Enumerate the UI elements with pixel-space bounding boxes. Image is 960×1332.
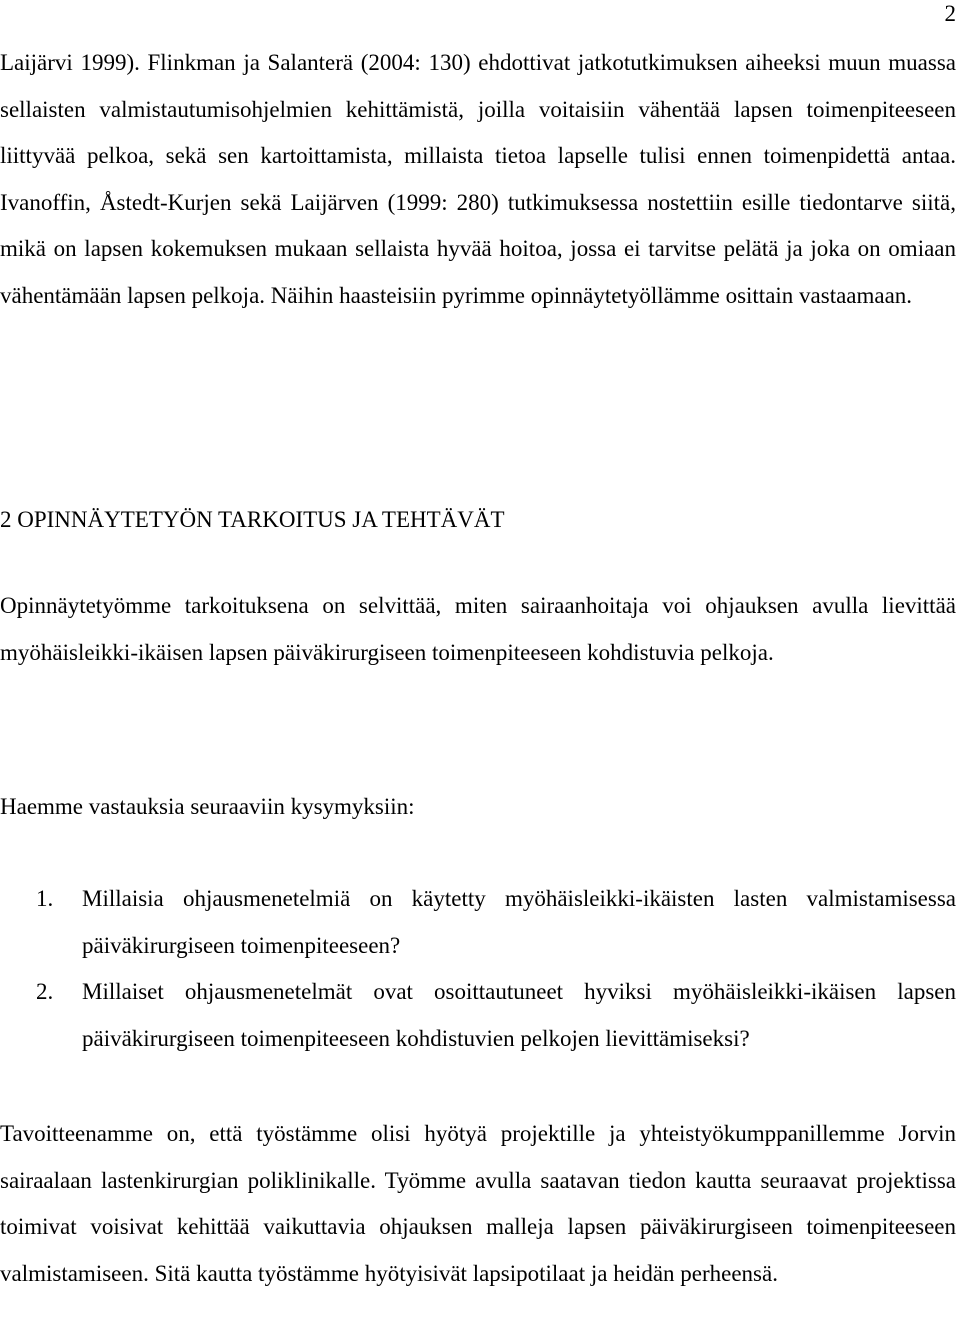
page-number: 2: [944, 1, 956, 26]
purpose-paragraph: Opinnäytetyömme tarkoituksena on selvittää, miten sairaanhoitaja voi ohjauksen avulla lievittää myöhäisleikki-ikäisen lapsen päiväkirurgiseen toimenpiteeseen kohdistuvia pelkoja.: [0, 593, 956, 665]
section-heading: 2 OPINNÄYTETYÖN TARKOITUS JA TEHTÄVÄT: [0, 507, 505, 532]
research-question-1: [0, 876, 956, 969]
research-questions-list: [0, 876, 956, 1062]
intro-paragraph: Laijärvi 1999). Flinkman ja Salanterä (2004: 130) ehdottivat jatkotutkimuksen aiheeksi muun muassa sellaisten valmistautumisohjelmien kehittämistä, joilla voitaisiin vähentää lapsen toimenpiteeseen liittyvää pelkoa, sekä sen kartoittamista, millaista tietoa lapselle tulisi ennen toimenpidettä antaa. Ivanoffin, Åstedt-Kurjen sekä Laijärven (1999: 280) tutkimuksessa nostettiin esille tiedontarve siitä, mikä on lapsen kokemuksen mukaan sellaista hyvää hoitoa, jossa ei tarvitse pelätä ja joka on omiaan vähentämään lapsen pelkoja. Näihin haasteisiin pyrimme opinnäytetyöllämme osittain vastaamaan.: [0, 50, 956, 308]
goal-paragraph: Tavoitteenamme on, että työstämme olisi hyötyä projektille ja yhteistyökumppanillemme Jorvin sairaalaan lastenkirurgian poliklinikalle. Työmme avulla saatavan tiedon kautta seuraavat projektissa toimivat voisivat kehittää vaikuttavia ohjauksen malleja lapsen päiväkirurgiseen toimenpiteeseen valmistamiseen. Sitä kautta työstämme hyötyisivät lapsipotilaat ja heidän perheensä.: [0, 1121, 956, 1286]
question-number: 2.: [36, 979, 54, 1004]
question-text: Millaisia ohjausmenetelmiä on käytetty myöhäisleikki-ikäisten lasten valmistamisessa päiväkirurgiseen toimenpiteeseen?: [82, 886, 956, 958]
question-text: Millaiset ohjausmenetelmät ovat osoittautuneet hyviksi myöhäisleikki-ikäisen lapsen päiväkirurgiseen toimenpiteeseen kohdistuvien pelkojen lievittämiseksi?: [82, 979, 956, 1051]
research-question-2: [0, 969, 956, 1062]
question-number: 1.: [36, 886, 54, 911]
questions-intro: Haemme vastauksia seuraaviin kysymyksiin:: [0, 794, 415, 819]
